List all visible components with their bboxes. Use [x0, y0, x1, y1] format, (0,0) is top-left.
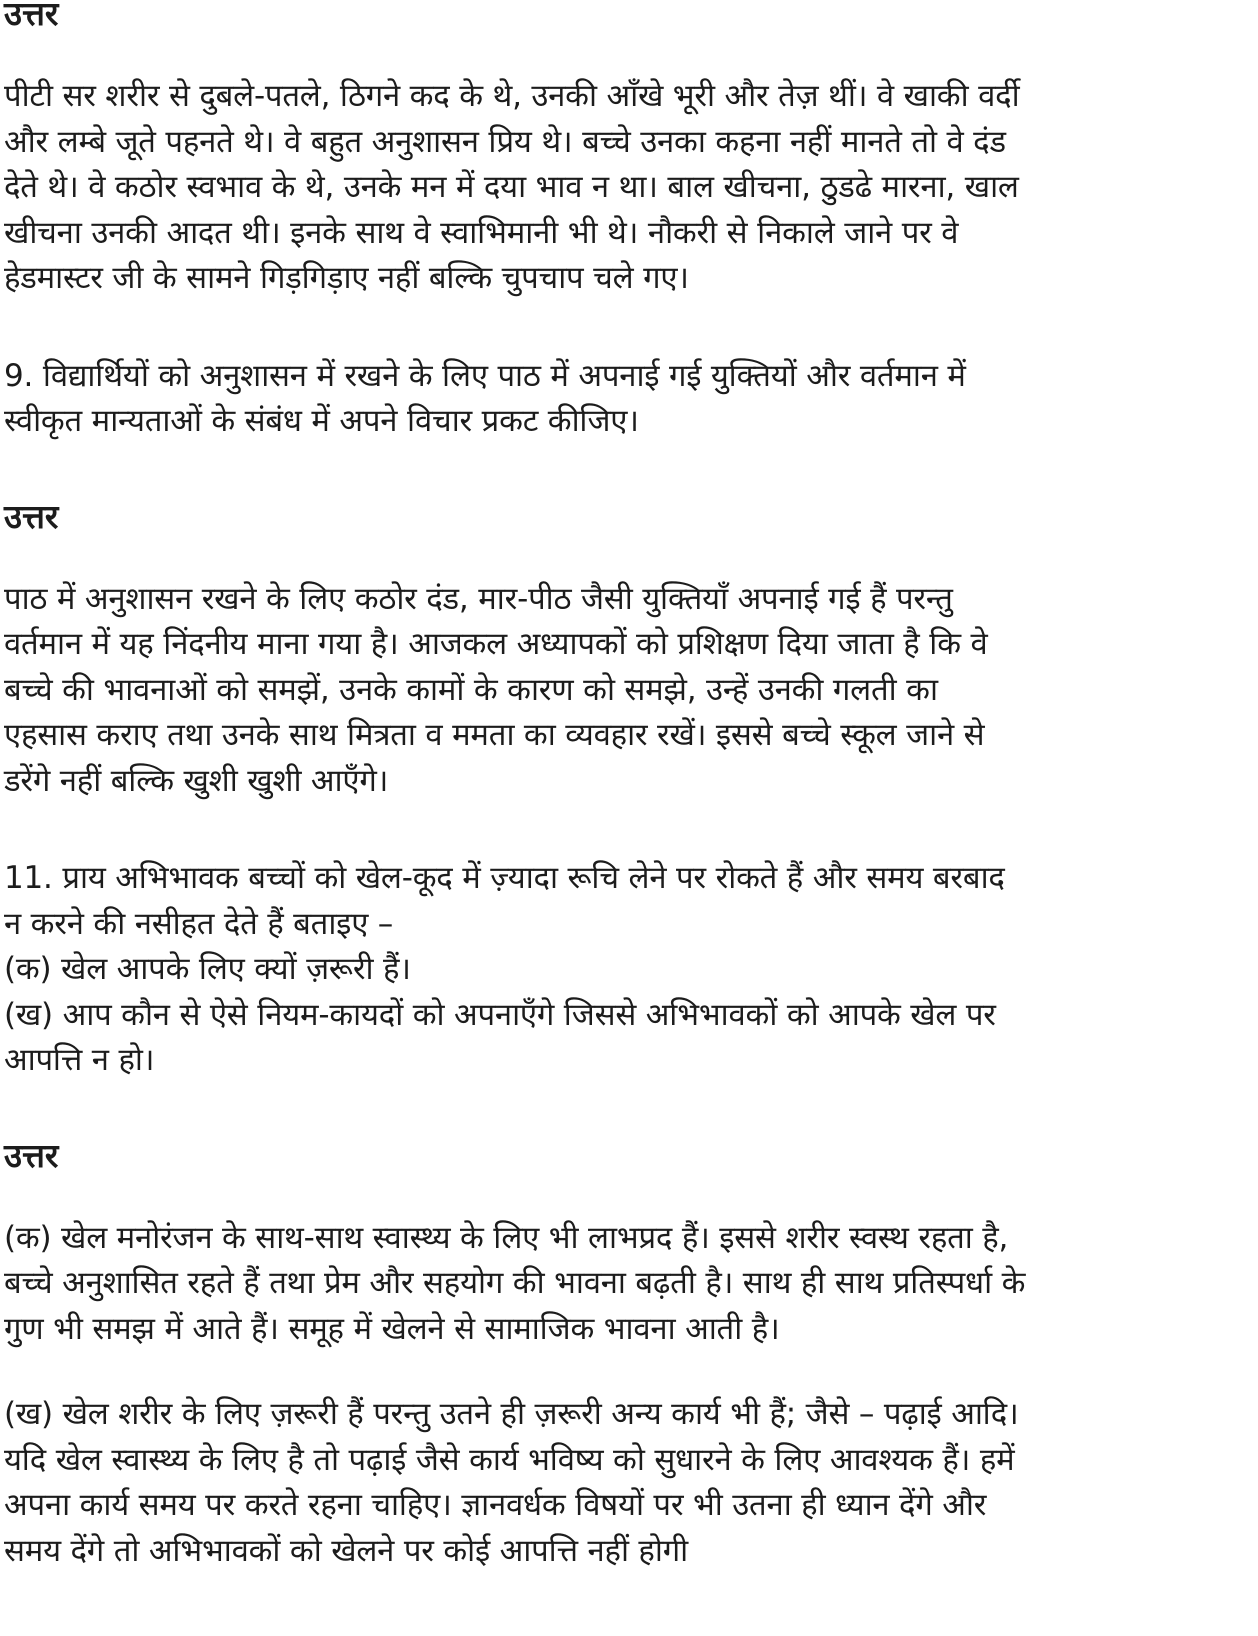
text-line: और लम्बे जूते पहनते थे। वे बहुत अनुशासन प्रिय थे। बच्चे उनका कहना नहीं मानते तो वे दंड: [4, 123, 1006, 160]
question-9: [4, 354, 1234, 445]
answer-paragraph-1: [4, 74, 1234, 302]
text-line: अपना कार्य समय पर करते रहना चाहिए। ज्ञानवर्धक विषयों पर भी उतना ही ध्यान देंगे और: [4, 1487, 987, 1523]
answer-heading-3: उत्तर: [4, 1135, 59, 1175]
text-line: खीचना उनकी आदत थी। इनके साथ वे स्वाभिमानी भी थे। नौकरी से निकाले जाने पर वे: [4, 214, 959, 251]
text-line: (क) खेल आपके लिए क्यों ज़रूरी हैं।: [4, 951, 411, 987]
text-line: पीटी सर शरीर से दुबले-पतले, ठिगने कद के थे, उनकी आँखे भूरी और तेज़ थीं। वे खाकी वर्दी: [4, 78, 1020, 114]
text-line: आपत्ति न हो।: [4, 1042, 155, 1078]
answer-heading-1: उत्तर: [4, 0, 59, 33]
answer-heading-2: उत्तर: [4, 496, 59, 536]
text-line: हेडमास्टर जी के सामने गिड़गिड़ाए नहीं बल्कि चुपचाप चले गए।: [4, 260, 689, 296]
text-line: डरेंगे नहीं बल्कि खुशी खुशी आएँगे।: [4, 762, 389, 799]
text-line: वर्तमान में यह निंदनीय माना गया है। आजकल अध्यापकों को प्रशिक्षण दिया जाता है कि वे: [4, 626, 988, 662]
text-line: बच्चे अनुशासित रहते हैं तथा प्रेम और सहयोग की भावना बढ़ती है। साथ ही साथ प्रतिस्पर्धा के: [4, 1265, 1026, 1301]
text-line: बच्चे की भावनाओं को समझें, उनके कामों के कारण को समझे, उन्हें उनकी गलती का: [4, 671, 938, 708]
answer-paragraph-3a: [4, 1216, 1234, 1353]
text-line: (क) खेल मनोरंजन के साथ-साथ स्वास्थ्य के लिए भी लाभप्रद हैं। इससे शरीर स्वस्थ रहता है,: [4, 1219, 1009, 1256]
text-line: (ख) आप कौन से ऐसे नियम-कायदों को अपनाएँगे जिससे अभिभावकों को आपके खेल पर: [4, 996, 996, 1033]
question-11: [4, 856, 1234, 1084]
text-line: गुण भी समझ में आते हैं। समूह में खेलने से सामाजिक भावना आती है।: [4, 1310, 780, 1347]
text-line: एहसास कराए तथा उनके साथ मित्रता व ममता का व्यवहार रखें। इससे बच्चे स्कूल जाने से: [4, 717, 985, 753]
text-line: (ख) खेल शरीर के लिए ज़रूरी हैं परन्तु उतने ही ज़रूरी अन्य कार्य भी हैं; जैसे – पढ़ाई आदि।: [4, 1396, 1019, 1432]
text-line: न करने की नसीहत देते हैं बताइए –: [4, 905, 394, 942]
answer-paragraph-2: [4, 577, 1234, 805]
text-line: समय देंगे तो अभिभावकों को खेलने पर कोई आपत्ति नहीं होगी: [4, 1532, 688, 1569]
document-page: [4, 0, 1234, 1574]
answer-paragraph-3b: [4, 1392, 1234, 1574]
text-line: 11. प्राय अभिभावक बच्चों को खेल-कूद में ज़्यादा रूचि लेने पर रोकते हैं और समय बरबाद: [4, 860, 1005, 896]
text-line: देते थे। वे कठोर स्वभाव के थे, उनके मन में दया भाव न था। बाल खीचना, ठुडढे मारना, खाल: [4, 169, 1019, 205]
text-line: स्वीकृत मान्यताओं के संबंध में अपने विचार प्रकट कीजिए।: [4, 403, 639, 439]
text-line: 9. विद्यार्थियों को अनुशासन में रखने के लिए पाठ में अपनाई गई युक्तियों और वर्तमान में: [4, 357, 966, 394]
text-line: पाठ में अनुशासन रखने के लिए कठोर दंड, मार-पीठ जैसी युक्तियाँ अपनाई गई हैं परन्तु: [4, 580, 953, 617]
text-line: यदि खेल स्वास्थ्य के लिए है तो पढ़ाई जैसे कार्य भविष्य को सुधारने के लिए आवश्यक हैं। हमें: [4, 1441, 1015, 1478]
